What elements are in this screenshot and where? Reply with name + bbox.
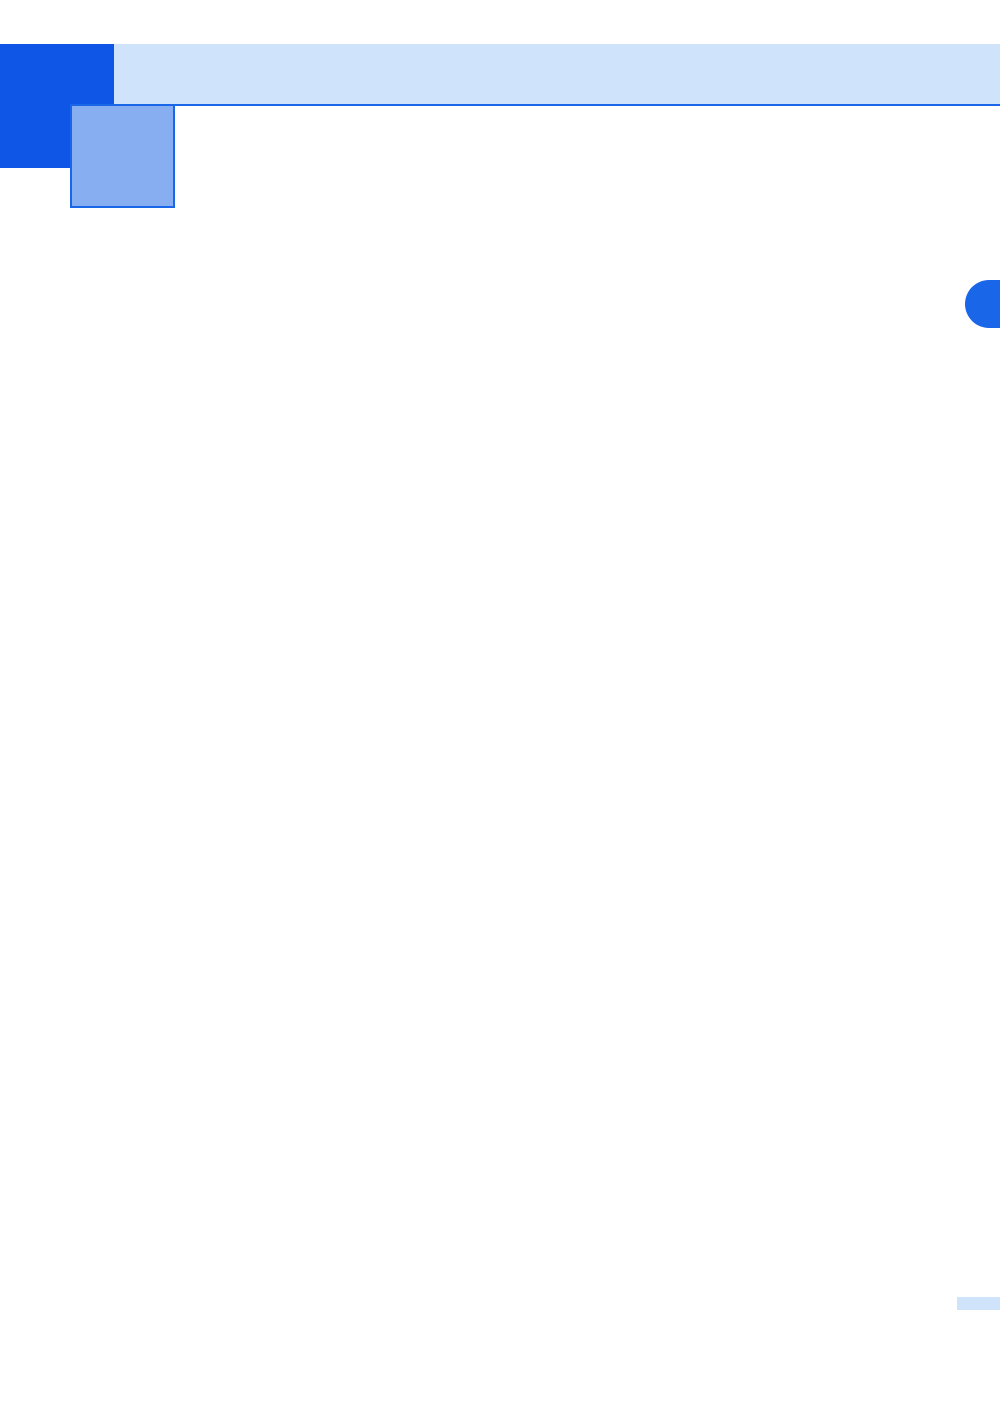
page-number-bar <box>957 1297 1000 1310</box>
side-chapter-tab <box>965 280 1000 328</box>
header-band <box>0 44 1000 106</box>
chapter-letter-box <box>70 104 175 208</box>
